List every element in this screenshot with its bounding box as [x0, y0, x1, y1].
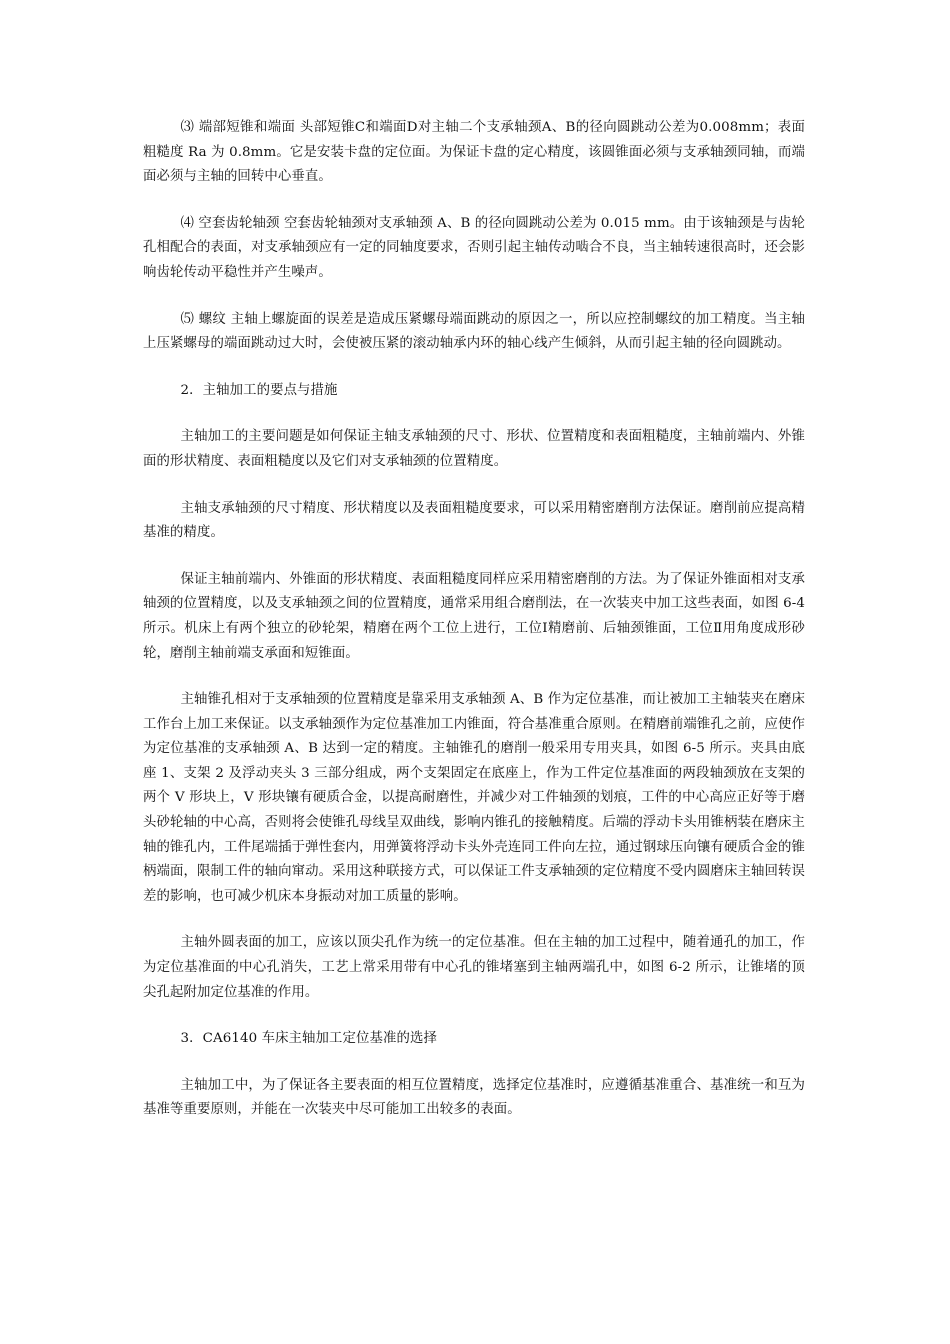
section-heading-3: 3．CA6140 车床主轴加工定位基准的选择: [180, 1031, 437, 1047]
paragraph-end-cone-and-face: ⑶ 端部短锥和端面 头部短锥C和端面D对主轴二个支承轴颈A、B的径向圆跳动公差为0.008mm；表面粗糙度 Ra 为 0.8mm。它是安装卡盘的定位面。为保证卡盘的定心精度，该圆锥面必须与支承轴颈同轴，而端面必须与主轴的回转中心垂直。: [143, 120, 805, 185]
paragraph-datum-selection: 主轴加工中，为了保证各主要表面的相互位置精度，选择定位基准时，应遵循基准重合、基准统一和互为基准等重要原则，并能在一次装夹中尽可能加工出较多的表面。: [143, 1077, 805, 1118]
paragraph-cone-grinding: 保证主轴前端内、外锥面的形状精度、表面粗糙度同样应采用精密磨削的方法。为了保证外锥面相对支承轴颈的位置精度，以及支承轴颈之间的位置精度，通常采用组合磨削法，在一次装夹中加工这些表面，如图 6-4 所示。机床上有两个独立的砂轮架，精磨在两个工位上进行，工位Ⅰ精磨前、后轴颈锥面，工位Ⅱ用角度成形砂轮，磨削主轴前端支承面和短锥面。: [143, 571, 805, 661]
paragraph-outer-surface: 主轴外圆表面的加工，应该以顶尖孔作为统一的定位基准。但在主轴的加工过程中，随着通孔的加工，作为定位基准面的中心孔消失，工艺上常采用带有中心孔的锥堵塞到主轴两端孔中，如图 6-2 所示，让锥堵的顶尖孔起附加定位基准的作用。: [143, 935, 805, 1000]
paragraph-thread: ⑸ 螺纹 主轴上螺旋面的误差是造成压紧螺母端面跳动的原因之一，所以应控制螺纹的加工精度。当主轴上压紧螺母的端面跳动过大时，会使被压紧的滚动轴承内环的轴心线产生倾斜，从而引起主轴的径向圆跳动。: [143, 311, 805, 352]
document-page: [143, 116, 805, 1145]
section-heading-2: 2．主轴加工的要点与措施: [180, 382, 338, 398]
paragraph-journal-precision: 主轴支承轴颈的尺寸精度、形状精度以及表面粗糙度要求，可以采用精密磨削方法保证。磨削前应提高精基准的精度。: [143, 500, 805, 541]
paragraph-gear-journal: ⑷ 空套齿轮轴颈 空套齿轮轴颈对支承轴颈 A、B 的径向圆跳动公差为 0.015 mm。由于该轴颈是与齿轮孔相配合的表面，对支承轴颈应有一定的同轴度要求，否则引起主轴传动啮合不良，当主轴转速很高时，还会影响齿轮传动平稳性并产生噪声。: [143, 215, 805, 280]
paragraph-main-problem: 主轴加工的主要问题是如何保证主轴支承轴颈的尺寸、形状、位置精度和表面粗糙度，主轴前端内、外锥面的形状精度、表面粗糙度以及它们对支承轴颈的位置精度。: [143, 429, 805, 469]
paragraph-taper-hole: 主轴锥孔相对于支承轴颈的位置精度是靠采用支承轴颈 A、B 作为定位基准，而让被加工主轴装夹在磨床工作台上加工来保证。以支承轴颈作为定位基准加工内锥面，符合基准重合原则。在精磨前端锥孔之前，应使作为定位基准的支承轴颈 A、B 达到一定的精度。主轴锥孔的磨削一般采用专用夹具，如图 6-5 所示。夹具由底座 1、支架 2 及浮动夹头 3 三部分组成，两个支架固定在底座上，作为工件定位基准面的两段轴颈放在支架的两个 V 形块上，V 形块镶有硬质合金，以提高耐磨性，并减少对工件轴颈的划痕，工件的中心高应正好等于磨头砂轮轴的中心高，否则将会使锥孔母线呈双曲线，影响内锥孔的接触精度。后端的浮动卡头用锥柄装在磨床主轴的锥孔内，工件尾端插于弹性套内，用弹簧将浮动卡头外壳连同工件向左拉，通过钢球压向镶有硬质合金的锥柄端面，限制工件的轴向窜动。采用这种联接方式，可以保证工件支承轴颈的定位精度不受内圆磨床主轴回转误差的影响，也可减少机床本身振动对加工质量的影响。: [143, 692, 805, 904]
